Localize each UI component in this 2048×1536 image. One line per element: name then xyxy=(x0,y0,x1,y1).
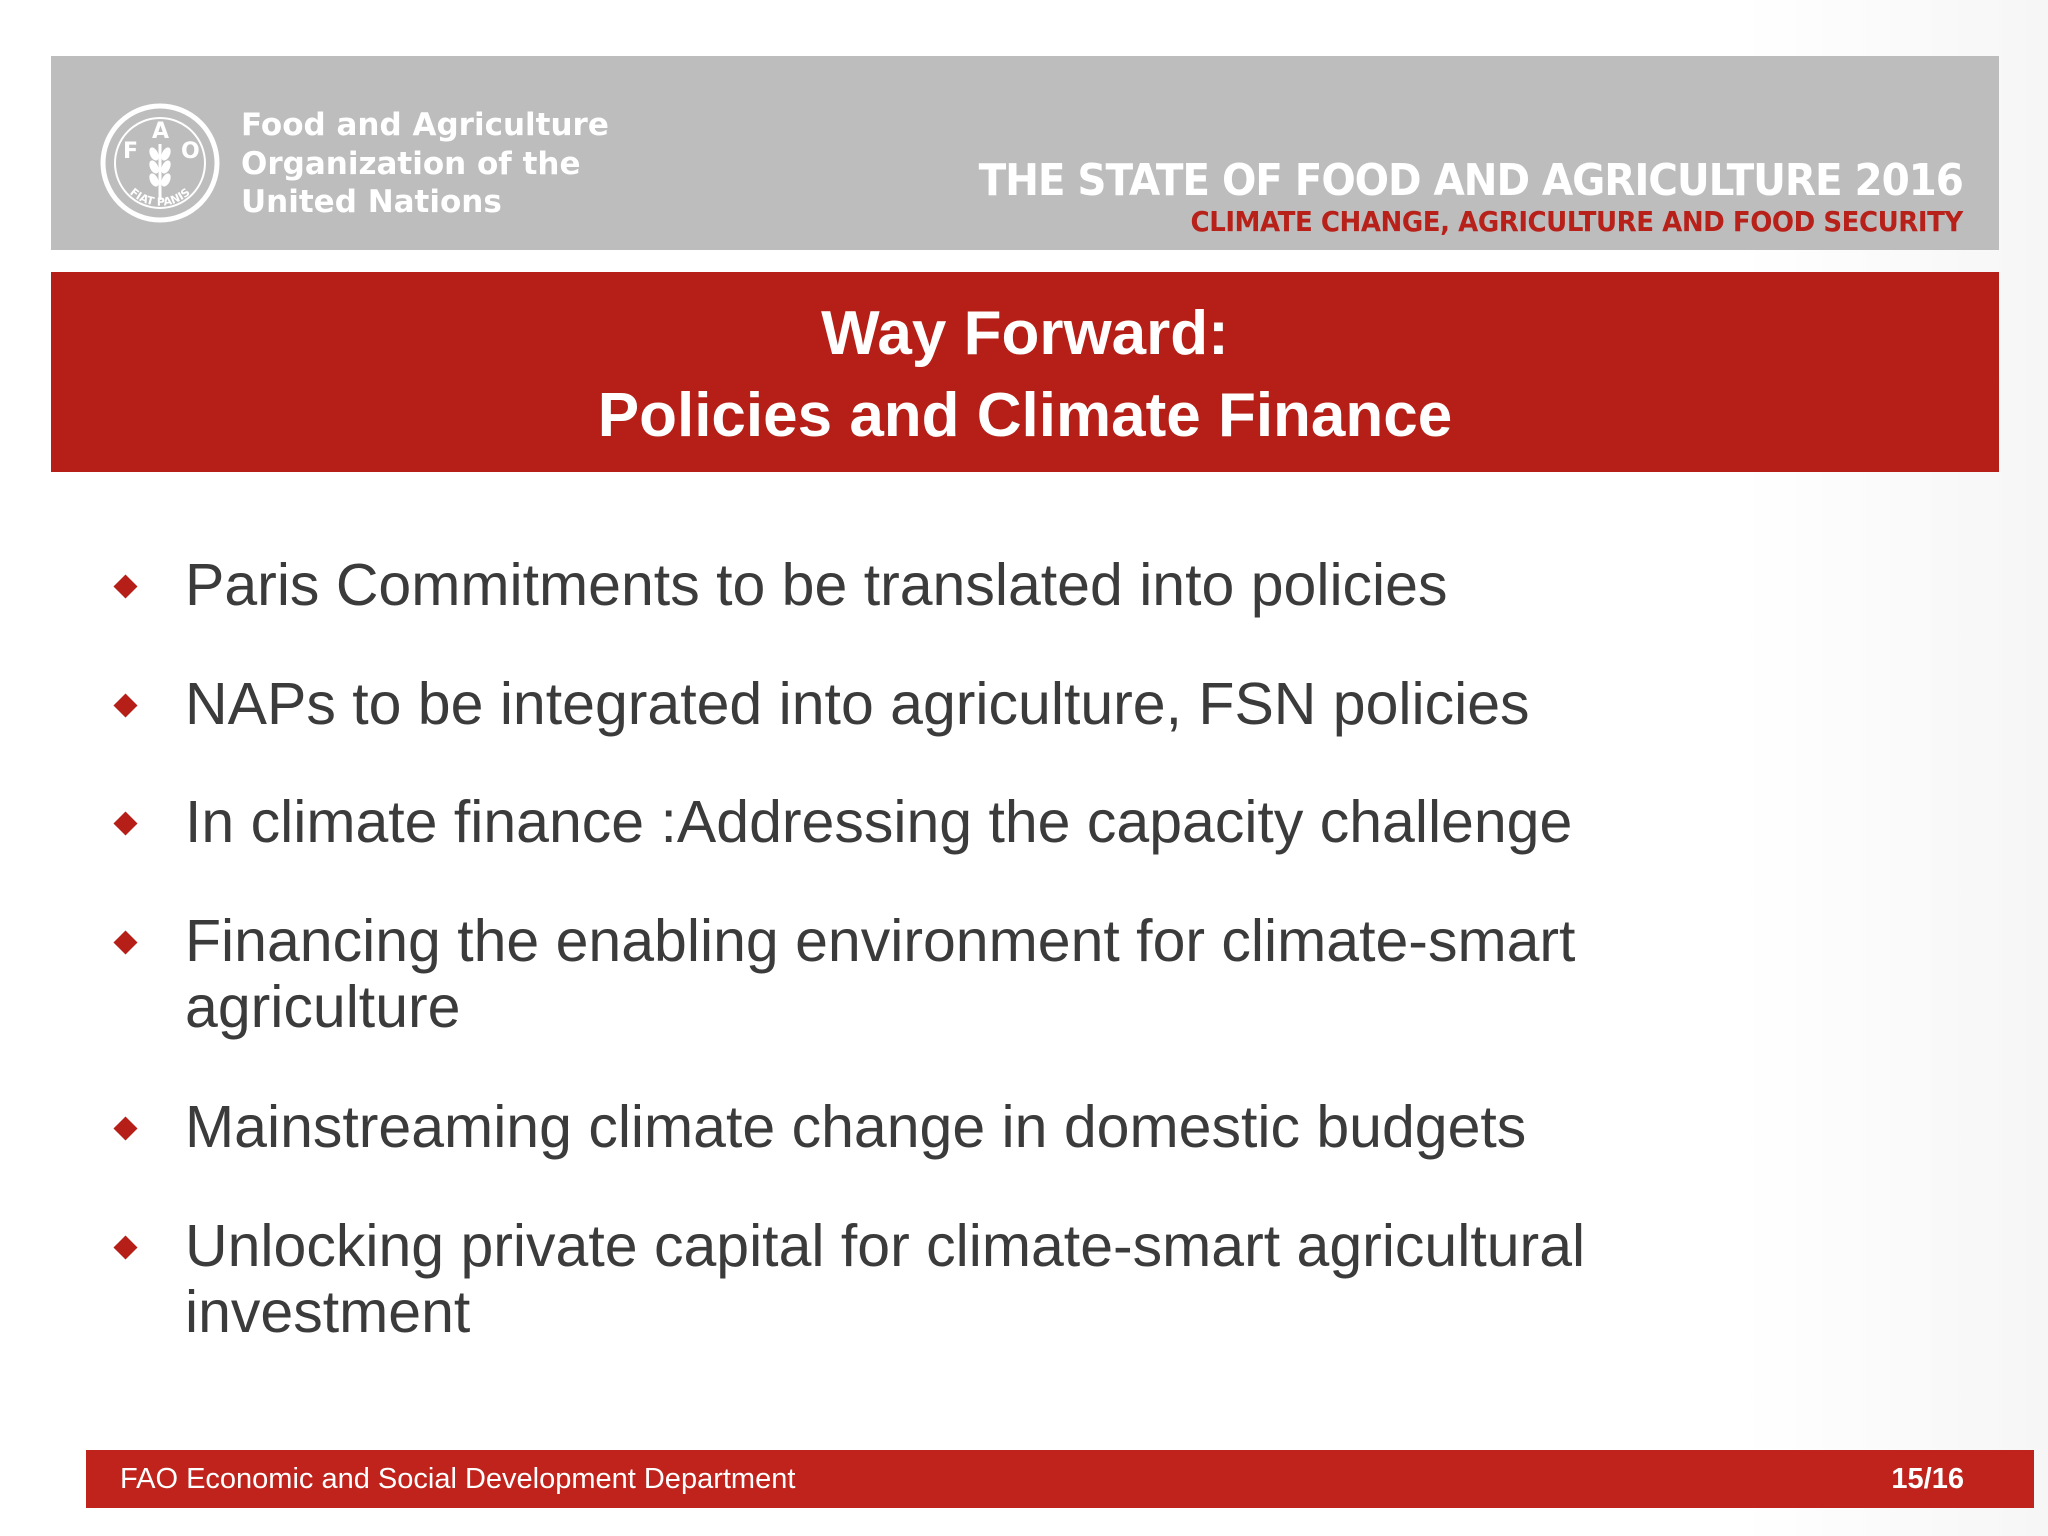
slide-title-line2: Policies and Climate Finance xyxy=(597,381,1453,450)
diamond-bullet-icon xyxy=(113,811,137,835)
report-title-block xyxy=(893,156,1963,238)
page-indicator: 15/16 xyxy=(1891,1463,1964,1495)
diamond-bullet-icon xyxy=(113,693,137,717)
slide-title-line1: Way Forward: xyxy=(821,299,1229,368)
bullet-text: Unlocking private capital for climate-smart agricultural investment xyxy=(185,1213,1586,1345)
report-title: THE STATE OF FOOD AND AGRICULTURE 2016 xyxy=(978,155,1963,206)
fao-emblem-icon xyxy=(99,102,221,224)
bullet-text: NAPs to be integrated into agriculture, FSN policies xyxy=(185,671,1530,737)
header-band xyxy=(51,56,1999,250)
bullet-text: Financing the enabling environment for climate-smart agriculture xyxy=(185,908,1576,1040)
footer-department: FAO Economic and Social Development Department xyxy=(120,1463,796,1495)
org-name-line: Food and Agriculture xyxy=(241,107,609,143)
org-name-line: Organization of the xyxy=(241,145,581,182)
emblem-letter-o: O xyxy=(181,139,200,164)
slide-title-band xyxy=(51,272,1999,472)
bullet-text: In climate finance :Addressing the capacity challenge xyxy=(185,789,1573,855)
diamond-bullet-icon xyxy=(113,1116,137,1140)
diamond-bullet-icon xyxy=(113,930,137,954)
diamond-bullet-icon xyxy=(113,1235,137,1259)
emblem-motto: FIAT PANIS xyxy=(127,185,193,209)
bullet-text: Paris Commitments to be translated into policies xyxy=(185,552,1448,618)
emblem-letter-a: A xyxy=(152,119,170,144)
report-subtitle: CLIMATE CHANGE, AGRICULTURE AND FOOD SECURITY xyxy=(1190,205,1963,238)
org-name-line: United Nations xyxy=(241,184,502,220)
footer-band xyxy=(86,1450,2034,1508)
organization-name xyxy=(241,106,609,222)
emblem-letter-f: F xyxy=(123,139,139,164)
bullet-text: Mainstreaming climate change in domestic budgets xyxy=(185,1094,1527,1160)
diamond-bullet-icon xyxy=(113,574,137,598)
